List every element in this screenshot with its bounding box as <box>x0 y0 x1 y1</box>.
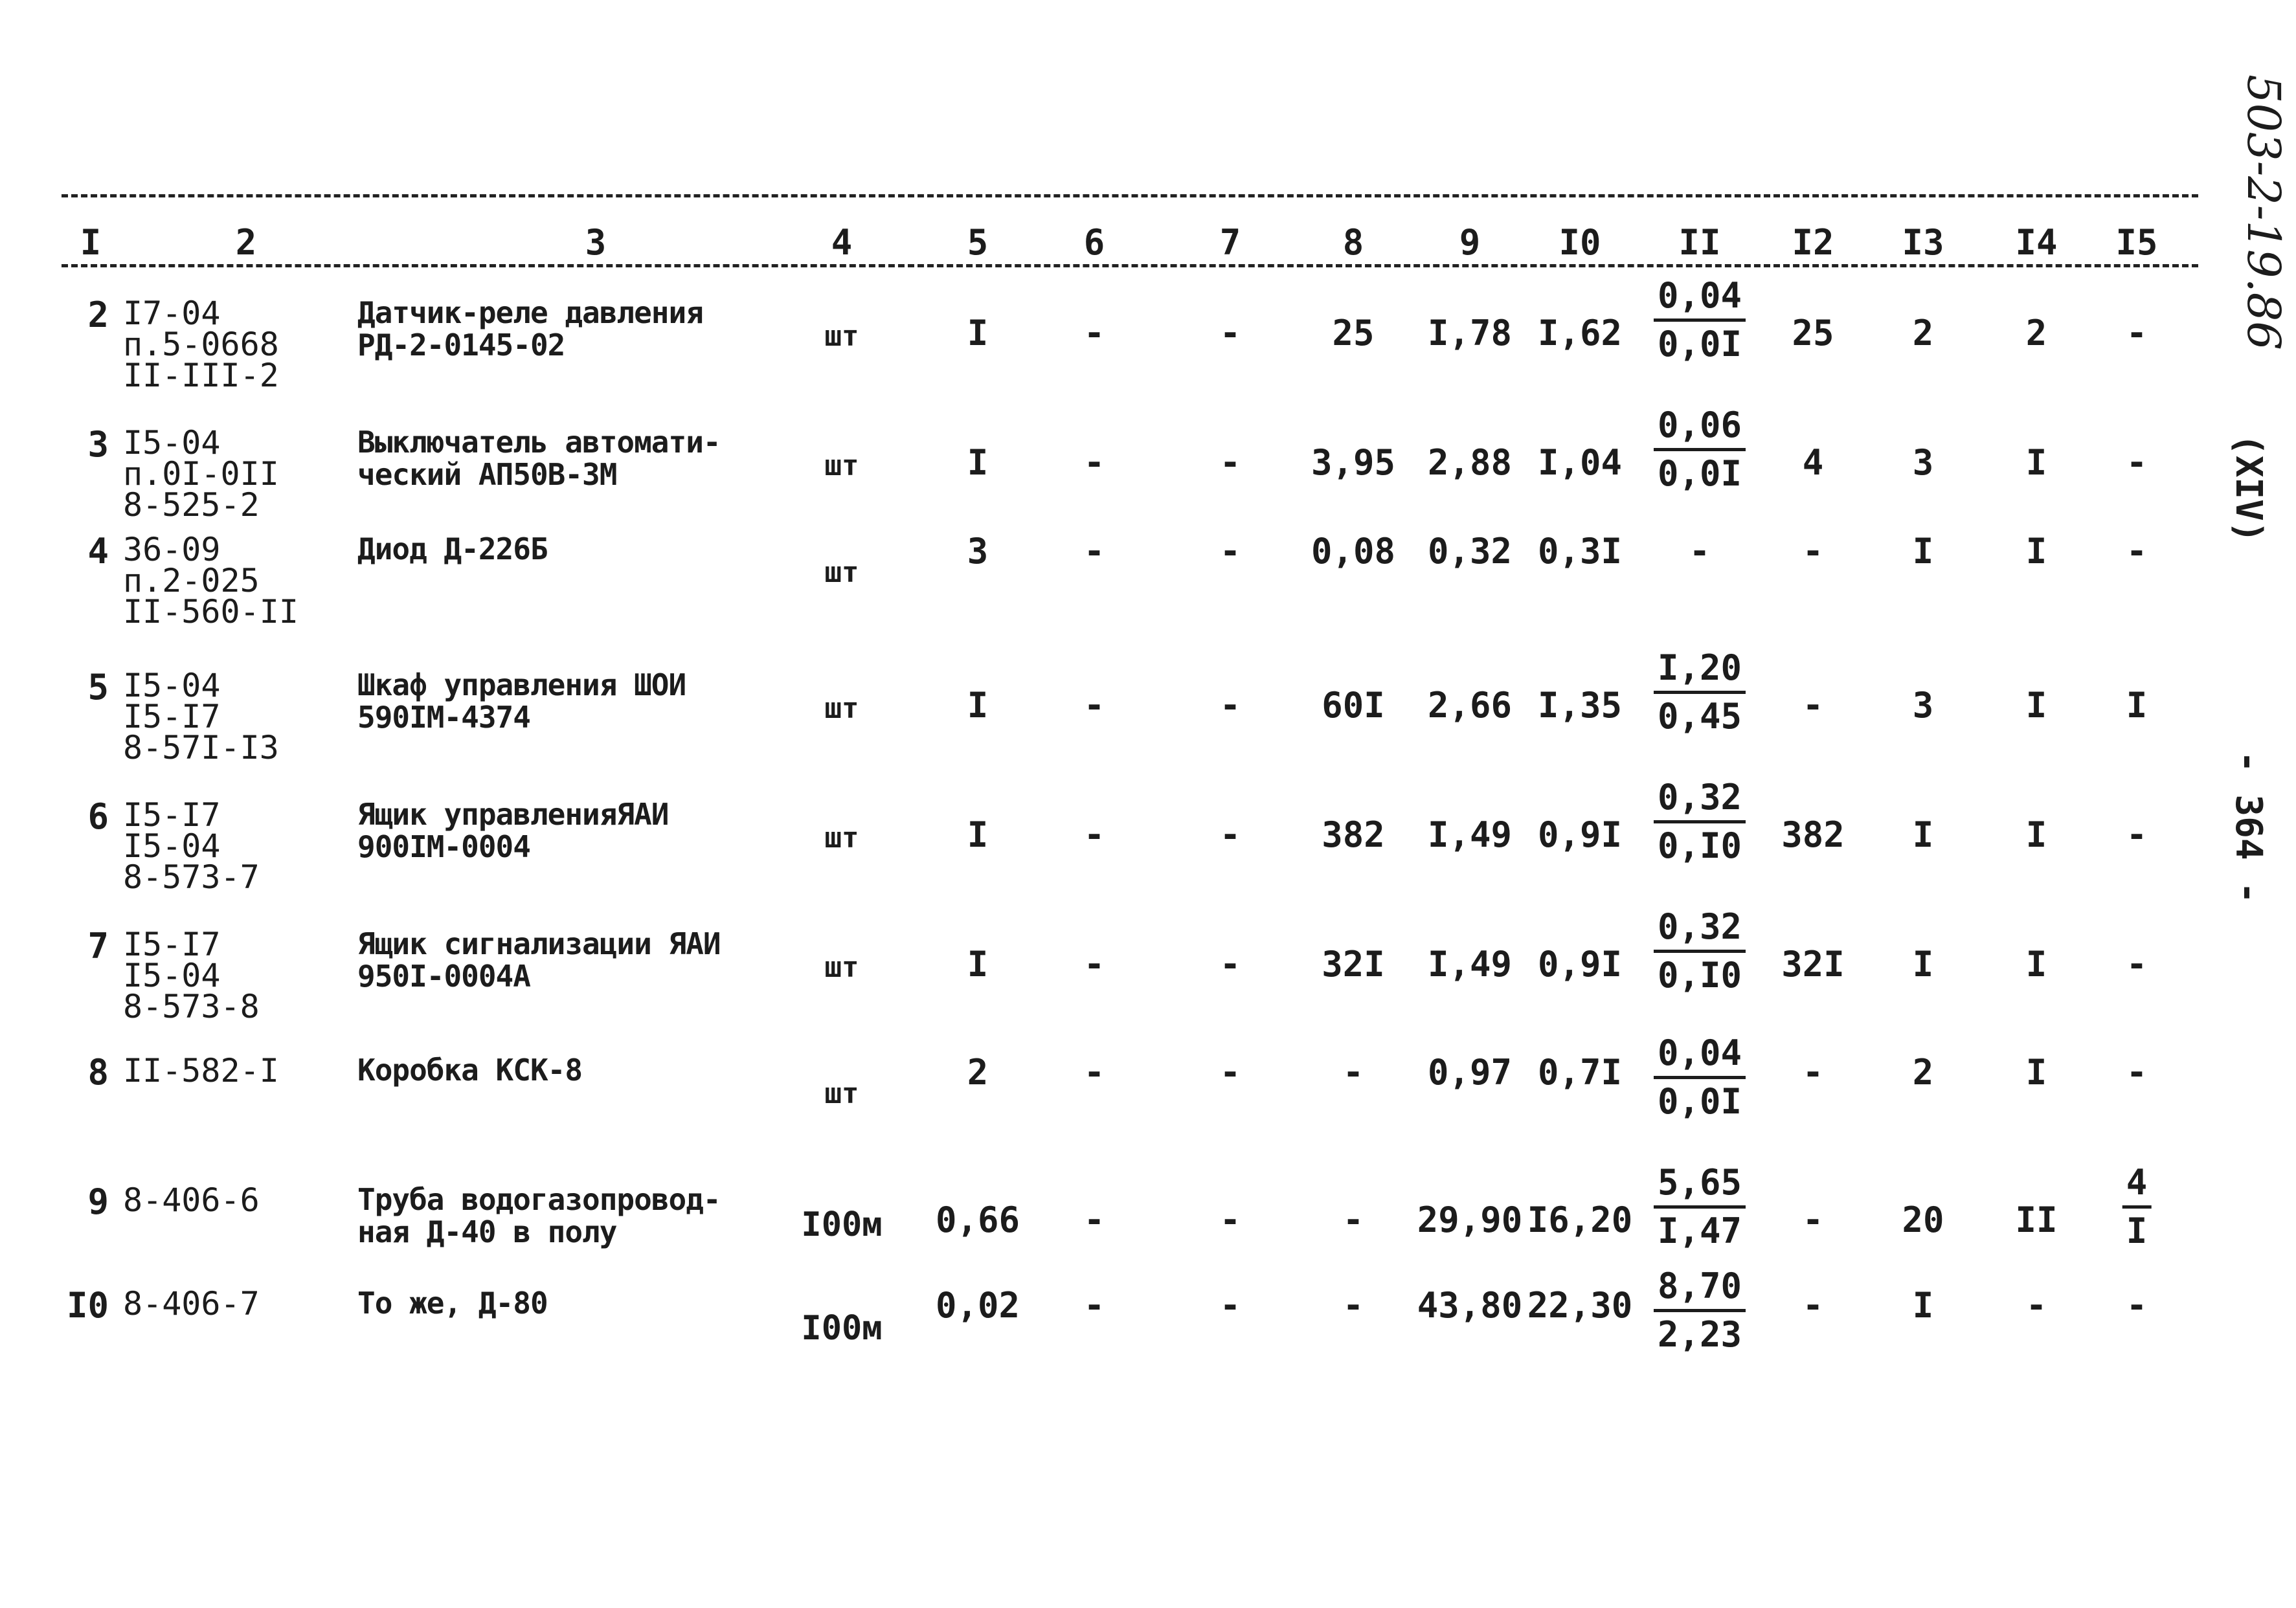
fraction-denominator: 0,45 <box>1657 696 1742 737</box>
row-col-7: - <box>1219 1285 1241 1326</box>
row-col-10: I,35 <box>1537 685 1623 726</box>
row-col-8: 60I <box>1322 685 1385 726</box>
row-qty: I <box>967 313 989 353</box>
doc-code: 503-2-19.86 <box>2237 74 2290 350</box>
fraction-numerator: 0,06 <box>1654 408 1746 451</box>
header-col-11: II <box>1678 222 1721 263</box>
fraction-denominator: I,47 <box>1657 1211 1742 1251</box>
row-col-8: - <box>1342 1200 1364 1240</box>
row-col-11-fraction <box>1654 1162 1746 1251</box>
row-col-10: I6,20 <box>1527 1200 1633 1240</box>
row-col-11: - <box>1689 531 1711 572</box>
row-qty: 0,66 <box>935 1200 1020 1240</box>
row-col-15-fraction <box>2122 1162 2152 1251</box>
row-col-12: 382 <box>1781 814 1845 855</box>
fraction-numerator: I,20 <box>1654 651 1746 694</box>
section-number: (XIV) <box>2227 434 2269 543</box>
row-col-8: 0,08 <box>1311 531 1396 572</box>
row-col-13: 3 <box>1912 442 1934 483</box>
row-col-13: 2 <box>1912 313 1934 353</box>
fraction-numerator: 0,32 <box>1654 910 1746 953</box>
row-col-11-fraction <box>1654 275 1746 364</box>
row-col-13: 2 <box>1912 1052 1934 1093</box>
row-col-8: 32I <box>1322 944 1385 985</box>
row-name: Диод Д-226Б <box>357 531 548 566</box>
row-col-6: - <box>1083 685 1105 726</box>
row-col-11-fraction <box>1654 1266 1746 1355</box>
row-name: Выключатель автомати- ческий АП50В-3М <box>357 425 721 492</box>
header-col-9: 9 <box>1459 222 1481 263</box>
row-col-10: 0,9I <box>1537 944 1623 985</box>
row-col-10: 0,7I <box>1537 1052 1623 1093</box>
row-name: Ящик управленияЯАИ 900IМ-0004 <box>357 797 669 864</box>
fraction-denominator: 0,I0 <box>1657 825 1742 866</box>
fraction-numerator: 8,70 <box>1654 1269 1746 1312</box>
header-col-5: 5 <box>967 222 989 263</box>
fraction-numerator: 5,65 <box>1654 1165 1746 1209</box>
row-number: I0 <box>66 1285 109 1326</box>
row-col-8: 3,95 <box>1311 442 1396 483</box>
row-col-6: - <box>1083 1285 1105 1326</box>
row-col-13: I <box>1912 1285 1934 1326</box>
row-col-13: I <box>1912 531 1934 572</box>
row-col-12: - <box>1802 1285 1824 1326</box>
row-col-7: - <box>1219 814 1241 855</box>
row-col-8: - <box>1342 1285 1364 1326</box>
row-col-14: I <box>2025 944 2047 985</box>
row-col-15: - <box>2126 442 2148 483</box>
row-col-6: - <box>1083 814 1105 855</box>
row-col-7: - <box>1219 1052 1241 1093</box>
row-number: 8 <box>87 1052 109 1093</box>
row-col-7: - <box>1219 1200 1241 1240</box>
row-col-15: - <box>2126 313 2148 353</box>
row-code: II-582-I <box>123 1052 279 1089</box>
row-col-11-fraction <box>1654 405 1746 494</box>
row-col-14: I <box>2025 814 2047 855</box>
row-col-10: 0,9I <box>1537 814 1623 855</box>
row-number: 3 <box>87 424 109 465</box>
row-unit: шт <box>824 556 859 589</box>
row-name: Коробка КСК-8 <box>357 1053 583 1088</box>
row-col-6: - <box>1083 313 1105 353</box>
row-col-15: - <box>2126 944 2148 985</box>
row-col-9: 0,97 <box>1427 1052 1513 1093</box>
fraction-denominator: 2,23 <box>1657 1314 1742 1355</box>
fraction-denominator: 0,0I <box>1657 453 1742 494</box>
header-col-7: 7 <box>1219 222 1241 263</box>
fraction-numerator: 0,04 <box>1654 278 1746 322</box>
row-qty: 0,02 <box>935 1285 1020 1326</box>
fraction-denominator: I <box>2126 1211 2148 1251</box>
row-col-14: II <box>2015 1200 2058 1240</box>
row-col-12: - <box>1802 1052 1824 1093</box>
row-unit: шт <box>824 320 859 353</box>
header-col-1: I <box>80 222 102 263</box>
row-name: Труба водогазопровод- ная Д-40 в полу <box>357 1182 721 1249</box>
row-col-13: 20 <box>1902 1200 1944 1240</box>
header-col-6: 6 <box>1083 222 1105 263</box>
header-col-4: 4 <box>831 222 853 263</box>
row-col-14: I <box>2025 442 2047 483</box>
row-col-6: - <box>1083 531 1105 572</box>
row-number: 2 <box>87 295 109 335</box>
row-col-12: 25 <box>1792 313 1834 353</box>
row-number: 7 <box>87 926 109 966</box>
row-col-6: - <box>1083 944 1105 985</box>
row-col-8: 25 <box>1332 313 1375 353</box>
fraction-denominator: 0,I0 <box>1657 955 1742 996</box>
row-col-14: I <box>2025 685 2047 726</box>
row-number: 4 <box>87 531 109 572</box>
row-code: 8-406-7 <box>123 1285 260 1323</box>
row-col-9: I,49 <box>1427 944 1513 985</box>
row-qty: I <box>967 814 989 855</box>
row-col-11-fraction <box>1654 906 1746 996</box>
row-col-9: 29,90 <box>1417 1200 1523 1240</box>
row-col-7: - <box>1219 313 1241 353</box>
fraction-denominator: 0,0I <box>1657 324 1742 364</box>
row-code: 36-09 п.2-025 II-560-II <box>123 531 298 631</box>
row-code: I5-I7 I5-04 8-573-8 <box>123 926 260 1025</box>
row-code: I5-04 I5-I7 8-57I-I3 <box>123 667 279 766</box>
header-col-12: I2 <box>1792 222 1834 263</box>
row-col-15: - <box>2126 1285 2148 1326</box>
row-col-7: - <box>1219 442 1241 483</box>
row-col-15: - <box>2126 1052 2148 1093</box>
row-col-10: I,04 <box>1537 442 1623 483</box>
row-col-9: 2,88 <box>1427 442 1513 483</box>
row-qty: 3 <box>967 531 989 572</box>
row-qty: I <box>967 685 989 726</box>
row-name: Шкаф управления ШОИ 590IМ-4374 <box>357 667 686 735</box>
row-col-7: - <box>1219 531 1241 572</box>
row-col-9: 0,32 <box>1427 531 1513 572</box>
row-name: Датчик-реле давления РД-2-0145-02 <box>357 295 703 363</box>
row-col-7: - <box>1219 685 1241 726</box>
row-col-9: I,49 <box>1427 814 1513 855</box>
row-col-6: - <box>1083 1052 1105 1093</box>
row-unit: шт <box>824 951 859 984</box>
header-col-13: I3 <box>1902 222 1944 263</box>
row-unit: шт <box>824 449 859 482</box>
row-col-12: 4 <box>1802 442 1824 483</box>
row-number: 5 <box>87 667 109 708</box>
row-col-14: 2 <box>2025 313 2047 353</box>
row-col-12: - <box>1802 685 1824 726</box>
row-col-11-fraction <box>1654 1033 1746 1122</box>
header-col-2: 2 <box>235 222 257 263</box>
row-col-12: - <box>1802 531 1824 572</box>
row-code: I5-I7 I5-04 8-573-7 <box>123 796 260 896</box>
row-qty: I <box>967 442 989 483</box>
row-col-10: 0,3I <box>1537 531 1623 572</box>
header-bottom-rule <box>62 264 2198 267</box>
row-col-7: - <box>1219 944 1241 985</box>
row-qty: I <box>967 944 989 985</box>
header-col-15: I5 <box>2115 222 2158 263</box>
row-name: Ящик сигнализации ЯАИ 950I-0004А <box>357 926 721 994</box>
row-col-14: I <box>2025 1052 2047 1093</box>
row-col-15: - <box>2126 531 2148 572</box>
row-number: 9 <box>87 1181 109 1222</box>
row-col-11-fraction <box>1654 777 1746 866</box>
row-col-9: 2,66 <box>1427 685 1513 726</box>
header-col-3: 3 <box>585 222 607 263</box>
row-col-9: I,78 <box>1427 313 1513 353</box>
header-col-10: I0 <box>1559 222 1601 263</box>
row-name: То же, Д-80 <box>357 1286 548 1321</box>
row-col-10: 22,30 <box>1527 1285 1633 1326</box>
row-col-15: I <box>2126 685 2148 726</box>
row-unit: I00м <box>801 1309 883 1348</box>
row-unit: шт <box>824 821 859 854</box>
row-col-8: - <box>1342 1052 1364 1093</box>
row-code: I5-04 п.0I-0II 8-525-2 <box>123 424 279 524</box>
row-col-13: I <box>1912 944 1934 985</box>
fraction-numerator: 0,32 <box>1654 780 1746 823</box>
row-number: 6 <box>87 796 109 837</box>
page-number: - 364 - <box>2227 751 2269 904</box>
row-col-12: - <box>1802 1200 1824 1240</box>
fraction-numerator: 4 <box>2122 1165 2152 1209</box>
row-col-13: 3 <box>1912 685 1934 726</box>
row-col-6: - <box>1083 442 1105 483</box>
row-col-13: I <box>1912 814 1934 855</box>
header-top-rule <box>62 194 2198 197</box>
row-col-14: - <box>2025 1285 2047 1326</box>
row-col-14: I <box>2025 531 2047 572</box>
header-col-8: 8 <box>1342 222 1364 263</box>
row-unit: шт <box>824 1077 859 1110</box>
fraction-numerator: 0,04 <box>1654 1036 1746 1079</box>
row-col-10: I,62 <box>1537 313 1623 353</box>
row-col-8: 382 <box>1322 814 1385 855</box>
row-col-15: - <box>2126 814 2148 855</box>
row-code: 8-406-6 <box>123 1181 260 1219</box>
row-col-6: - <box>1083 1200 1105 1240</box>
fraction-denominator: 0,0I <box>1657 1081 1742 1122</box>
row-code: I7-04 п.5-0668 II-III-2 <box>123 295 279 394</box>
row-col-12: 32I <box>1781 944 1845 985</box>
row-col-11-fraction <box>1654 647 1746 737</box>
row-unit: I00м <box>801 1205 883 1244</box>
row-qty: 2 <box>967 1052 989 1093</box>
header-col-14: I4 <box>2015 222 2058 263</box>
row-unit: шт <box>824 692 859 725</box>
row-col-9: 43,80 <box>1417 1285 1523 1326</box>
